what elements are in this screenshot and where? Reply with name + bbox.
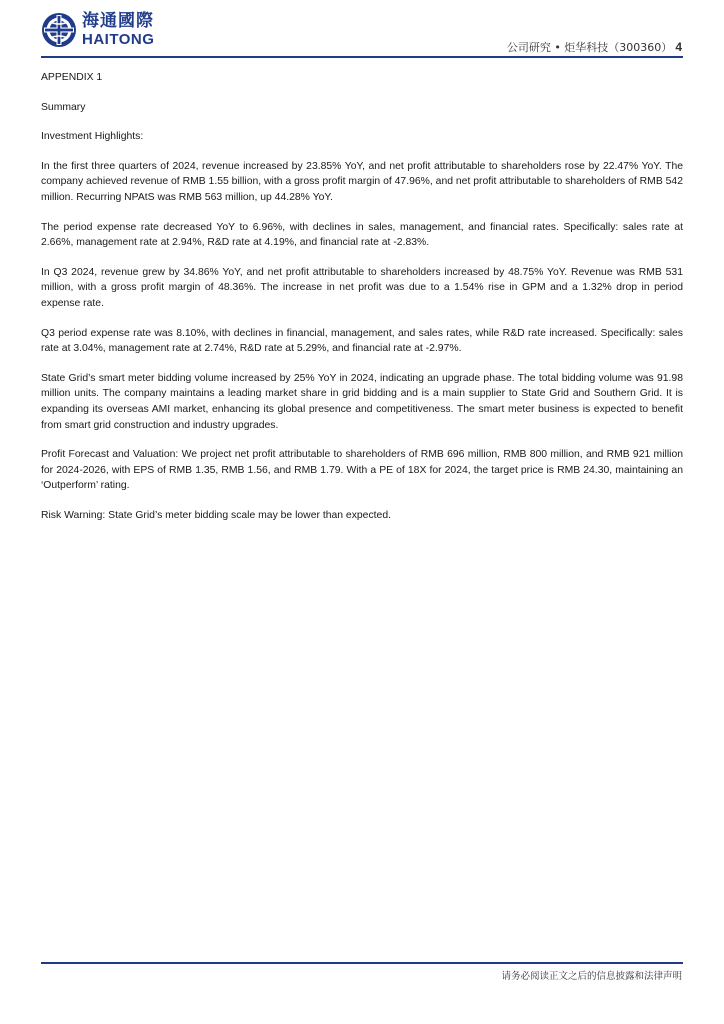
header-divider — [41, 56, 683, 58]
paragraph-risk-warning: Risk Warning: State Grid’s meter bidding scale may be lower than expected. — [41, 509, 391, 521]
logo-wordmark — [82, 13, 154, 47]
paragraph-expense-rate: The period expense rate decreased YoY to 6.96%, with declines in sales, management, and financial rates. Specifically: sales rate at 2.66%, management rate at 2.94%, R&D rate at 4.19%, and financial rate at -2.83%. — [41, 221, 683, 249]
report-company-label: 公司研究 • 炬华科技（300360） — [506, 41, 673, 54]
appendix-heading: APPENDIX 1 — [41, 72, 103, 83]
paragraph-state-grid: State Grid’s smart meter bidding volume increased by 25% YoY in 2024, indicating an upgrade phase. The total bidding volume was 91.98 million units. The company maintains a leading market share in grid bidding and is a main supplier to State Grid and Southern Grid. It is expanding its overseas AMI market, enhancing its global presence and competitiveness. The smart meter business is expected to benefit from smart grid construction and industry upgrades. — [41, 372, 683, 431]
summary-heading: Summary — [41, 101, 86, 113]
footer-divider — [41, 962, 683, 964]
report-body — [41, 70, 683, 537]
highlights-heading: Investment Highlights: — [41, 131, 144, 143]
footer-disclaimer: 请务必阅读正文之后的信息披露和法律声明 — [501, 971, 682, 982]
logo-chinese-name: 海通國際 — [82, 11, 154, 31]
paragraph-9m-results: In the first three quarters of 2024, revenue increased by 23.85% YoY, and net profit attributable to shareholders rose by 22.47% YoY. The company achieved revenue of RMB 1.55 billion, with a gross profit margin of 47.96%, and net profit attributable to shareholders of RMB 542 million. Recurring NPAtS was RMB 563 million, up 44.28% YoY. — [41, 160, 683, 203]
report-header-label — [507, 39, 682, 55]
page-number: 4 — [675, 40, 682, 54]
page-header — [0, 0, 724, 60]
paragraph-q3-expense-rate: Q3 period expense rate was 8.10%, with declines in financial, management, and sales rates, while R&D rate increased. Specifically: sales rate at 3.04%, management rate at 2.74%, R&D rate at 5.29%, and financial rate at -2.97%. — [41, 327, 683, 355]
paragraph-q3-results: In Q3 2024, revenue grew by 34.86% YoY, and net profit attributable to shareholders increased by 48.75% YoY. Revenue was RMB 531 million, with a gross profit margin of 48.36%. The increase in net profit was due to a 1.54% rise in GPM and a 1.32% drop in period expense rate. — [41, 266, 683, 309]
haitong-logo — [41, 10, 154, 50]
haitong-logo-icon — [41, 12, 77, 48]
paragraph-forecast-valuation: Profit Forecast and Valuation: We project net profit attributable to shareholders of RMB 696 million, RMB 800 million, and RMB 921 million for 2024-2026, with EPS of RMB 1.35, RMB 1.56, and RMB 1.79. With a PE of 18X for 2024, the target price is RMB 24.30, maintaining an ‘Outperform’ rating. — [41, 449, 683, 492]
logo-english-name: HAITONG — [82, 31, 155, 48]
